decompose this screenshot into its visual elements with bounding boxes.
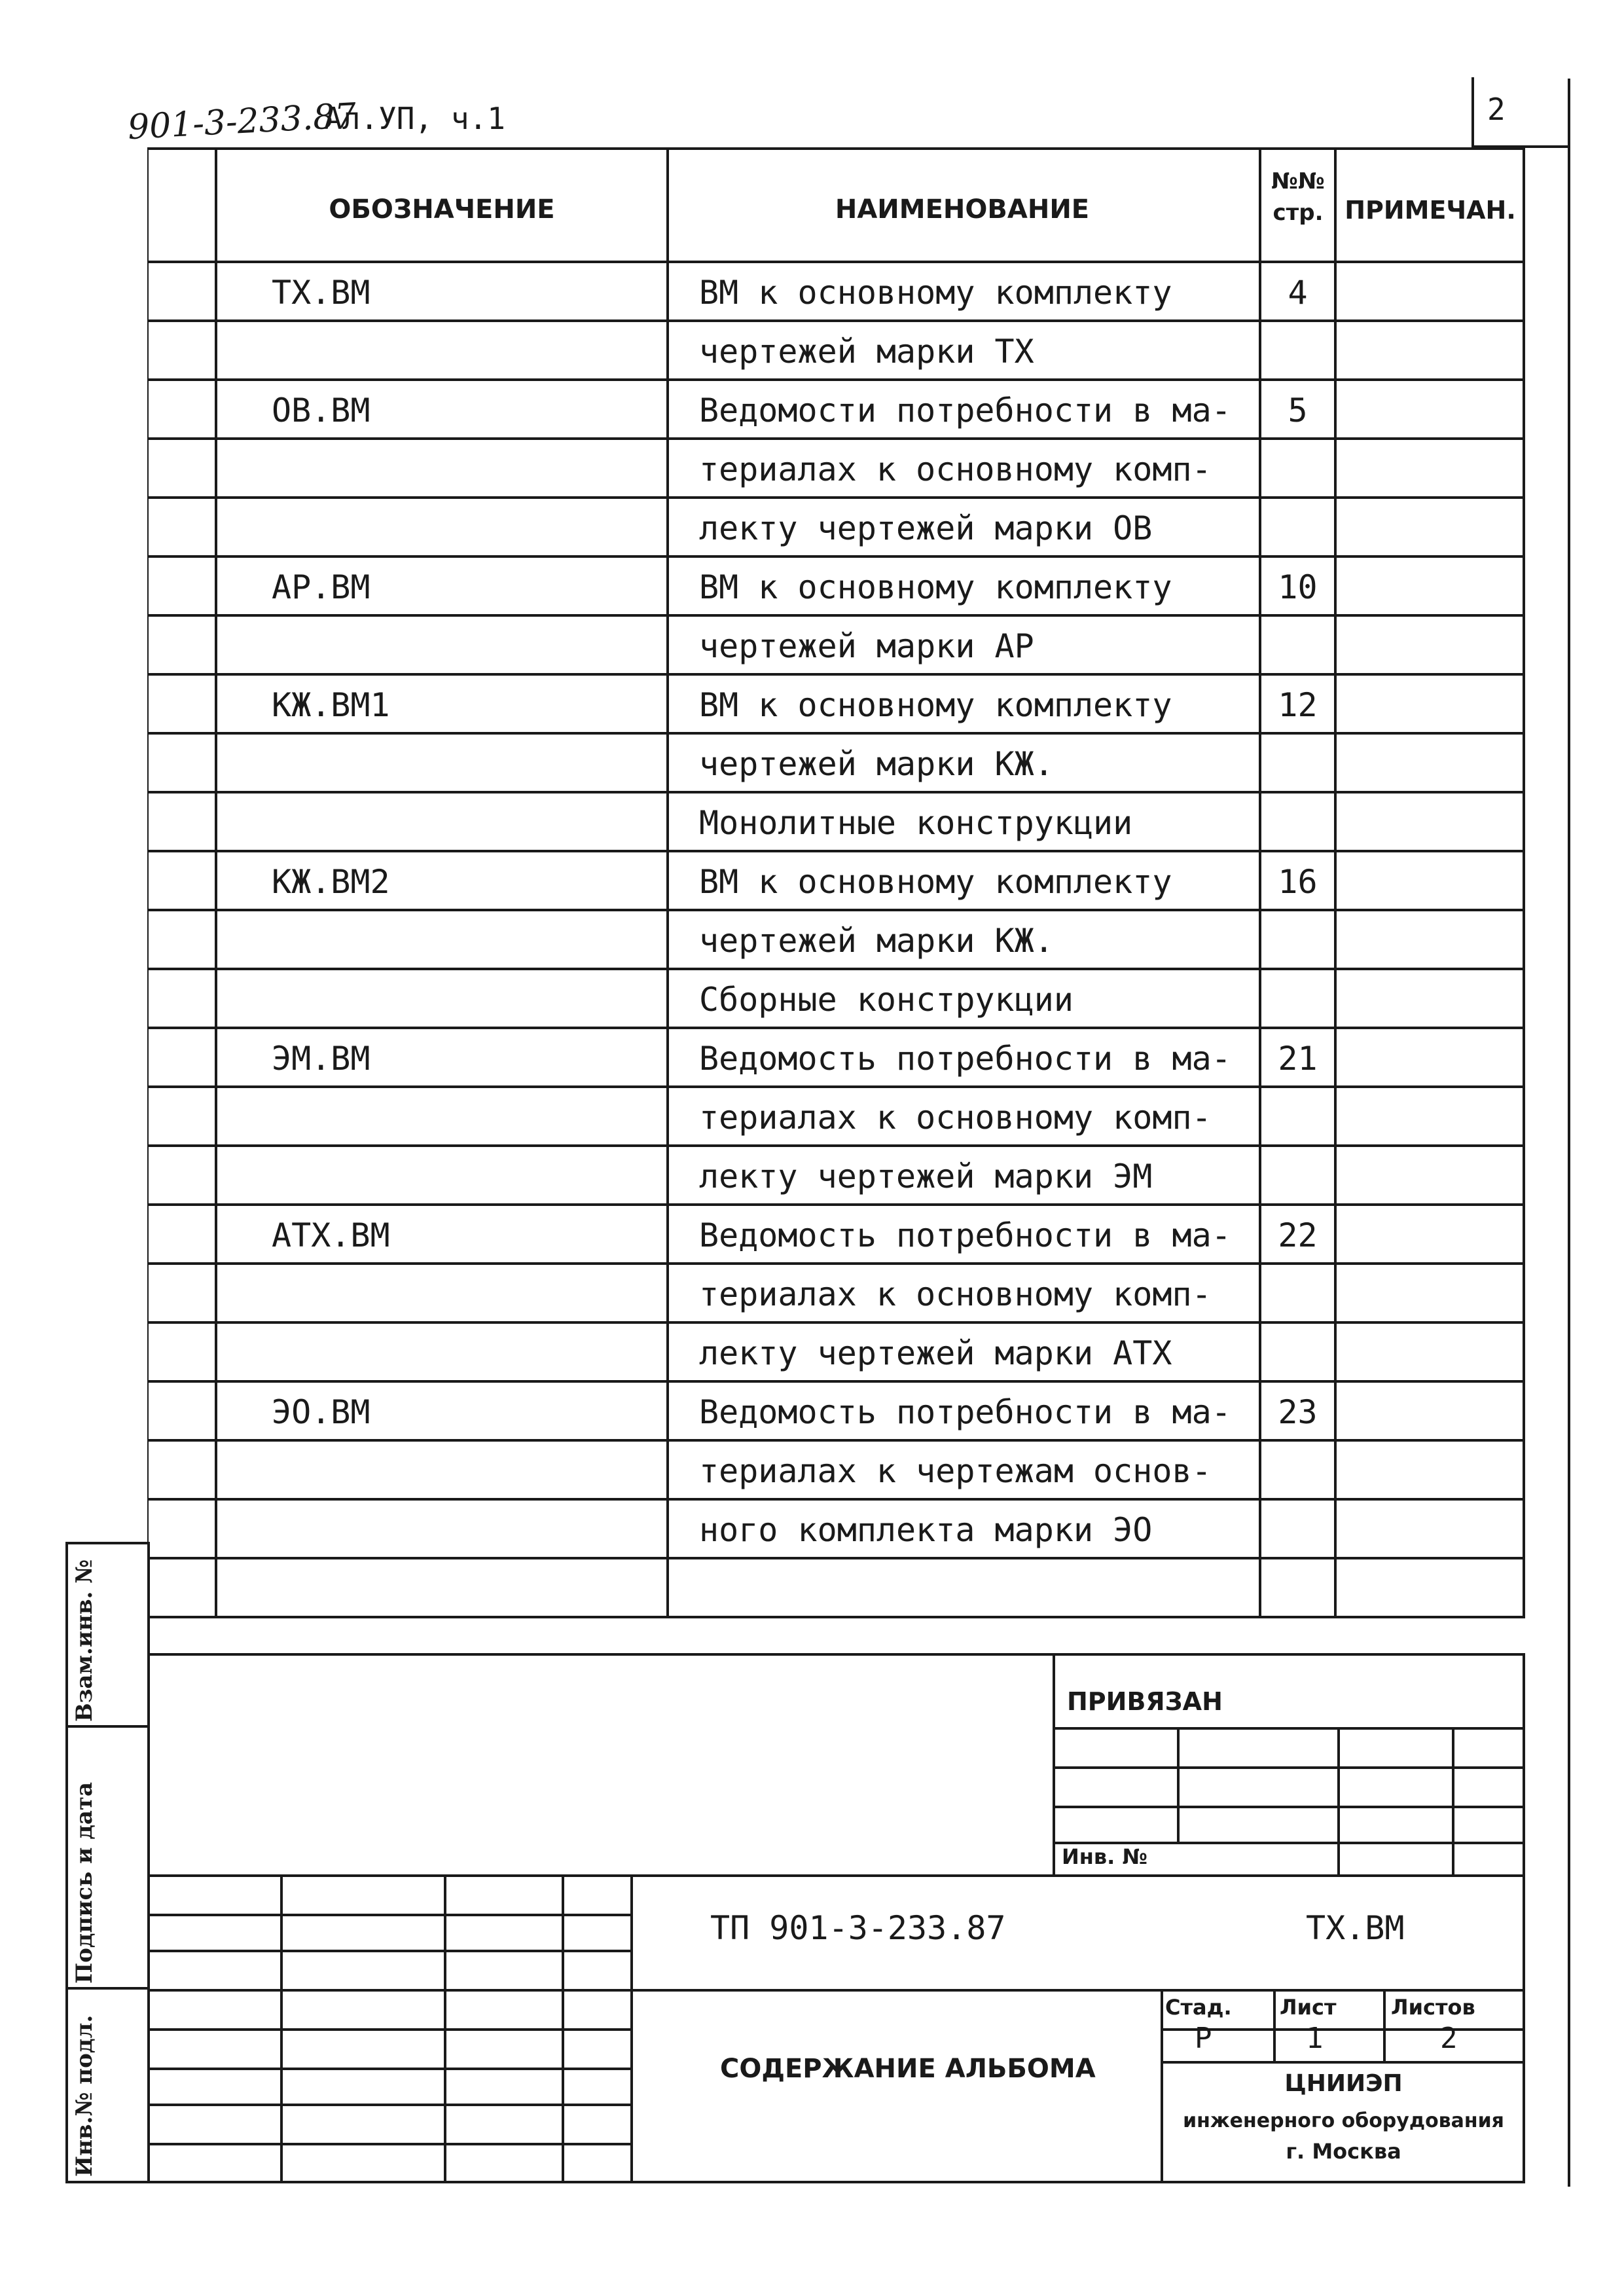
table-row [147, 1558, 1525, 1617]
margin-frame-left [65, 1542, 68, 2183]
sheets-label: Листов [1391, 1995, 1475, 2020]
row-name: Ведомость потребности в ма- [699, 1216, 1231, 1254]
margin-label-original-inv: Инв.№ подл. [71, 2014, 98, 2177]
row-name: чертежей марки КЖ. [699, 922, 1054, 960]
document-title: СОДЕРЖАНИЕ АЛЬБОМА [720, 2054, 1096, 2084]
project-code: ТП 901-3-233.87 [710, 1909, 1006, 1947]
row-name: чертежей марки КЖ. [699, 745, 1054, 783]
col-header-page-abbr: стр. [1272, 200, 1324, 226]
margin-divider-2 [65, 1725, 147, 1728]
row-name: Монолитные конструкции [699, 804, 1133, 842]
album-reference: Ал.УП, ч.1 [324, 101, 505, 136]
row-page: 23 [1278, 1393, 1318, 1431]
sheet-number-divider [1471, 77, 1474, 149]
row-designation: ТХ.ВМ [272, 274, 370, 312]
margin-label-replace-inv: Взам.инв. № [71, 1559, 98, 1722]
sheet-border-right [1568, 79, 1570, 2187]
row-designation: АР.ВМ [272, 568, 370, 606]
sheets-value: 2 [1440, 2022, 1458, 2055]
header-rule [1471, 145, 1570, 148]
row-name: териалах к основному комп- [699, 1099, 1212, 1137]
row-name: чертежей марки ТХ [699, 333, 1034, 371]
row-name: Ведомость потребности в ма- [699, 1393, 1231, 1431]
row-designation: ЭМ.ВМ [272, 1040, 370, 1078]
stage-value: Р [1195, 2022, 1212, 2055]
drawing-mark: ТХ.ВМ [1306, 1909, 1405, 1947]
sheet-value: 1 [1306, 2022, 1324, 2055]
row-name: лекту чертежей марки ОВ [699, 509, 1153, 547]
row-designation: КЖ.ВМ1 [272, 686, 390, 724]
row-name: териалах к чертежам основ- [699, 1452, 1212, 1490]
col-header-page-num: №№ [1271, 168, 1325, 194]
row-name: Ведомости потребности в ма- [699, 392, 1231, 429]
row-name: ВМ к основному комплекту [699, 686, 1172, 724]
binding-inv-label: Инв. № [1062, 1844, 1147, 1869]
organization-name: ЦНИИЭП [1284, 2070, 1403, 2097]
row-designation: ЭО.ВМ [272, 1393, 370, 1431]
row-name: Ведомость потребности в ма- [699, 1040, 1231, 1078]
row-page: 5 [1288, 392, 1308, 429]
row-name: Сборные конструкции [699, 981, 1074, 1019]
row-designation: АТХ.ВМ [272, 1216, 390, 1254]
row-name: ВМ к основному комплекту [699, 863, 1172, 901]
row-name: ВМ к основному комплекту [699, 568, 1172, 606]
organization-line2: инженерного оборудования [1183, 2109, 1504, 2132]
row-page: 16 [1278, 863, 1318, 901]
row-designation: ОВ.ВМ [272, 392, 370, 429]
organization-city: г. Москва [1286, 2139, 1401, 2164]
row-page: 22 [1278, 1216, 1318, 1254]
row-page: 21 [1278, 1040, 1318, 1078]
row-page: 10 [1278, 568, 1318, 606]
col-header-name: НАИМЕНОВАНИЕ [835, 194, 1090, 225]
row-name: ного комплекта марки ЭО [699, 1511, 1153, 1549]
margin-label-signature-date: Подпись и дата [71, 1781, 98, 1984]
row-designation: КЖ.ВМ2 [272, 863, 390, 901]
stage-label: Стад. [1165, 1995, 1232, 2020]
row-name: ВМ к основному комплекту [699, 274, 1172, 312]
margin-divider-3 [65, 1987, 147, 1990]
sheet-number: 2 [1487, 92, 1506, 127]
margin-divider-4 [65, 2181, 147, 2183]
col-header-designation: ОБОЗНАЧЕНИЕ [329, 194, 555, 225]
margin-divider-1 [65, 1542, 147, 1544]
sheet-label: Лист [1280, 1995, 1337, 2020]
col-header-note: ПРИМЕЧАН. [1344, 196, 1516, 225]
row-name: териалах к основному комп- [699, 1275, 1212, 1313]
row-page: 12 [1278, 686, 1318, 724]
binding-title: ПРИВЯЗАН [1067, 1687, 1223, 1716]
row-name: чертежей марки АР [699, 627, 1034, 665]
row-name: лекту чертежей марки АТХ [699, 1334, 1172, 1372]
handwritten-code: 901-3-233.87 [126, 96, 357, 148]
row-name: териалах к основному комп- [699, 450, 1212, 488]
row-page: 4 [1288, 274, 1308, 312]
row-name: лекту чертежей марки ЭМ [699, 1157, 1153, 1195]
